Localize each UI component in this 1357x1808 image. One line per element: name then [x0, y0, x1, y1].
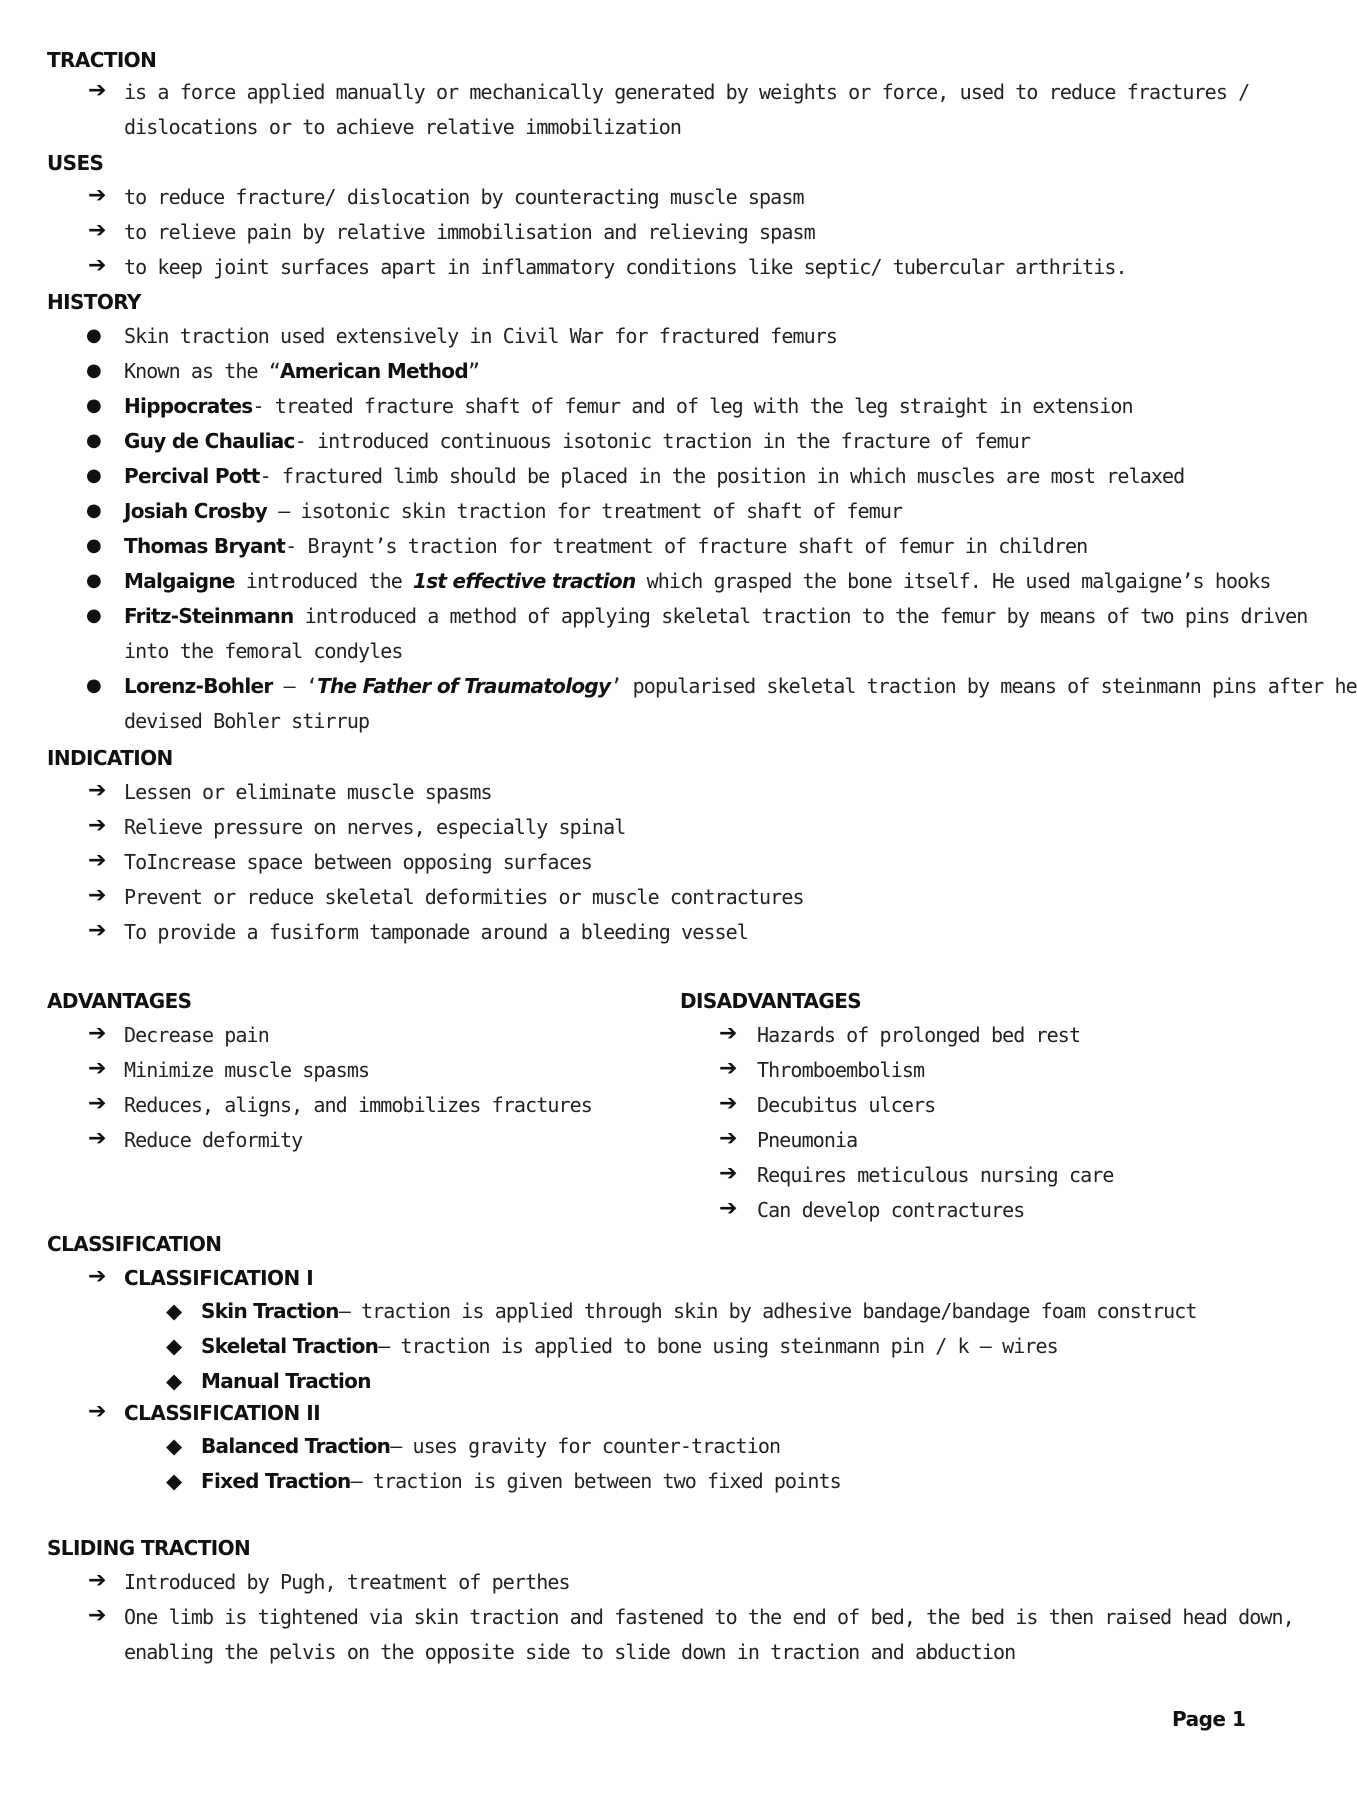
history-item: Guy de Chauliac- introduced continuous isotonic traction in the fracture of femur [124, 429, 1031, 453]
diamond-bullet-icon: ◆ [166, 1434, 183, 1458]
arrow-right-icon: ➔ [88, 1568, 107, 1593]
heading-advantages: ADVANTAGES [47, 989, 192, 1013]
arrow-right-icon: ➔ [88, 778, 107, 803]
classification-1-label: CLASSIFICATION I [124, 1266, 314, 1290]
history-item: Known as the “American Method” [124, 359, 480, 383]
sliding-item: Introduced by Pugh, treatment of perthes [124, 1570, 570, 1594]
disadvantages-item: Decubitus ulcers [757, 1093, 936, 1117]
arrow-right-icon: ➔ [719, 1091, 738, 1116]
history-item: Josiah Crosby – isotonic skin traction for treatment of shaft of femur [124, 499, 903, 523]
arrow-right-icon: ➔ [88, 1399, 107, 1424]
history-item-continuation: devised Bohler stirrup [124, 709, 370, 733]
bullet-dot-icon: ● [86, 535, 102, 556]
arrow-right-icon: ➔ [719, 1161, 738, 1186]
arrow-right-icon: ➔ [88, 1021, 107, 1046]
history-item: Hippocrates- treated fracture shaft of femur and of leg with the leg straight in extension [124, 394, 1133, 418]
disadvantages-item: Hazards of prolonged bed rest [757, 1023, 1081, 1047]
arrow-right-icon: ➔ [88, 253, 107, 278]
arrow-right-icon: ➔ [88, 848, 107, 873]
arrow-right-icon: ➔ [719, 1196, 738, 1221]
disadvantages-item: Thromboembolism [757, 1058, 925, 1082]
uses-item: to keep joint surfaces apart in inflammatory conditions like septic/ tubercular arthritis. [124, 255, 1127, 279]
heading-disadvantages: DISADVANTAGES [680, 989, 862, 1013]
arrow-right-icon: ➔ [88, 183, 107, 208]
traction-definition-line-1: is a force applied manually or mechanically generated by weights or force, used to reduce fractures / [124, 80, 1250, 104]
bullet-dot-icon: ● [86, 570, 102, 591]
arrow-right-icon: ➔ [88, 1091, 107, 1116]
diamond-bullet-icon: ◆ [166, 1299, 183, 1323]
arrow-right-icon: ➔ [88, 883, 107, 908]
advantages-item: Reduces, aligns, and immobilizes fractures [124, 1093, 592, 1117]
arrow-right-icon: ➔ [719, 1021, 738, 1046]
history-item: Fritz-Steinmann introduced a method of applying skeletal traction to the femur by means of two pins driven [124, 604, 1308, 628]
disadvantages-item: Can develop contractures [757, 1198, 1025, 1222]
history-item: Lorenz-Bohler – ‘The Father of Traumatology’ popularised skeletal traction by means of steinmann pins after he [124, 674, 1357, 698]
history-item: Thomas Bryant- Braynt’s traction for treatment of fracture shaft of femur in children [124, 534, 1088, 558]
arrow-right-icon: ➔ [88, 218, 107, 243]
sliding-item: One limb is tightened via skin traction and fastened to the end of bed, the bed is then raised head down, [124, 1605, 1294, 1629]
bullet-dot-icon: ● [86, 465, 102, 486]
advantages-item: Decrease pain [124, 1023, 269, 1047]
history-item: Malgaigne introduced the 1st effective traction which grasped the bone itself. He used malgaigne’s hooks [124, 569, 1271, 593]
arrow-right-icon: ➔ [719, 1056, 738, 1081]
page-number: Page 1 [1172, 1707, 1246, 1731]
arrow-right-icon: ➔ [719, 1126, 738, 1151]
classification-item: Manual Traction [201, 1369, 371, 1393]
heading-uses: USES [47, 151, 104, 175]
classification-item: Fixed Traction– traction is given between two fixed points [201, 1469, 841, 1493]
bullet-dot-icon: ● [86, 675, 102, 696]
classification-2-label: CLASSIFICATION II [124, 1401, 321, 1425]
heading-history: HISTORY [47, 290, 141, 314]
uses-item: to reduce fracture/ dislocation by counteracting muscle spasm [124, 185, 804, 209]
arrow-right-icon: ➔ [88, 78, 107, 103]
diamond-bullet-icon: ◆ [166, 1334, 183, 1358]
arrow-right-icon: ➔ [88, 1264, 107, 1289]
history-item: Skin traction used extensively in Civil War for fractured femurs [124, 324, 838, 348]
disadvantages-item: Requires meticulous nursing care [757, 1163, 1114, 1187]
diamond-bullet-icon: ◆ [166, 1369, 183, 1393]
arrow-right-icon: ➔ [88, 813, 107, 838]
heading-indication: INDICATION [47, 746, 173, 770]
bullet-dot-icon: ● [86, 360, 102, 381]
bullet-dot-icon: ● [86, 500, 102, 521]
advantages-item: Minimize muscle spasms [124, 1058, 370, 1082]
bullet-dot-icon: ● [86, 325, 102, 346]
indication-item: Relieve pressure on nerves, especially spinal [124, 815, 626, 839]
history-item: Percival Pott- fractured limb should be placed in the position in which muscles are most relaxed [124, 464, 1185, 488]
traction-definition-line-2: dislocations or to achieve relative immobilization [124, 115, 682, 139]
bullet-dot-icon: ● [86, 395, 102, 416]
advantages-item: Reduce deformity [124, 1128, 303, 1152]
indication-item: Lessen or eliminate muscle spasms [124, 780, 492, 804]
heading-traction: TRACTION [47, 48, 157, 72]
indication-item: ToIncrease space between opposing surfaces [124, 850, 592, 874]
indication-item: To provide a fusiform tamponade around a bleeding vessel [124, 920, 748, 944]
heading-sliding-traction: SLIDING TRACTION [47, 1536, 251, 1560]
bullet-dot-icon: ● [86, 605, 102, 626]
heading-classification: CLASSIFICATION [47, 1232, 222, 1256]
arrow-right-icon: ➔ [88, 1603, 107, 1628]
disadvantages-item: Pneumonia [757, 1128, 858, 1152]
sliding-item-continuation: enabling the pelvis on the opposite side to slide down in traction and abduction [124, 1640, 1016, 1664]
indication-item: Prevent or reduce skeletal deformities or muscle contractures [124, 885, 804, 909]
uses-item: to relieve pain by relative immobilisation and relieving spasm [124, 220, 815, 244]
history-item-continuation: into the femoral condyles [124, 639, 403, 663]
classification-item: Skin Traction– traction is applied through skin by adhesive bandage/bandage foam construct [201, 1299, 1197, 1323]
arrow-right-icon: ➔ [88, 918, 107, 943]
bullet-dot-icon: ● [86, 430, 102, 451]
classification-item: Balanced Traction– uses gravity for counter-traction [201, 1434, 781, 1458]
arrow-right-icon: ➔ [88, 1056, 107, 1081]
classification-item: Skeletal Traction– traction is applied to bone using steinmann pin / k – wires [201, 1334, 1058, 1358]
arrow-right-icon: ➔ [88, 1126, 107, 1151]
diamond-bullet-icon: ◆ [166, 1469, 183, 1493]
